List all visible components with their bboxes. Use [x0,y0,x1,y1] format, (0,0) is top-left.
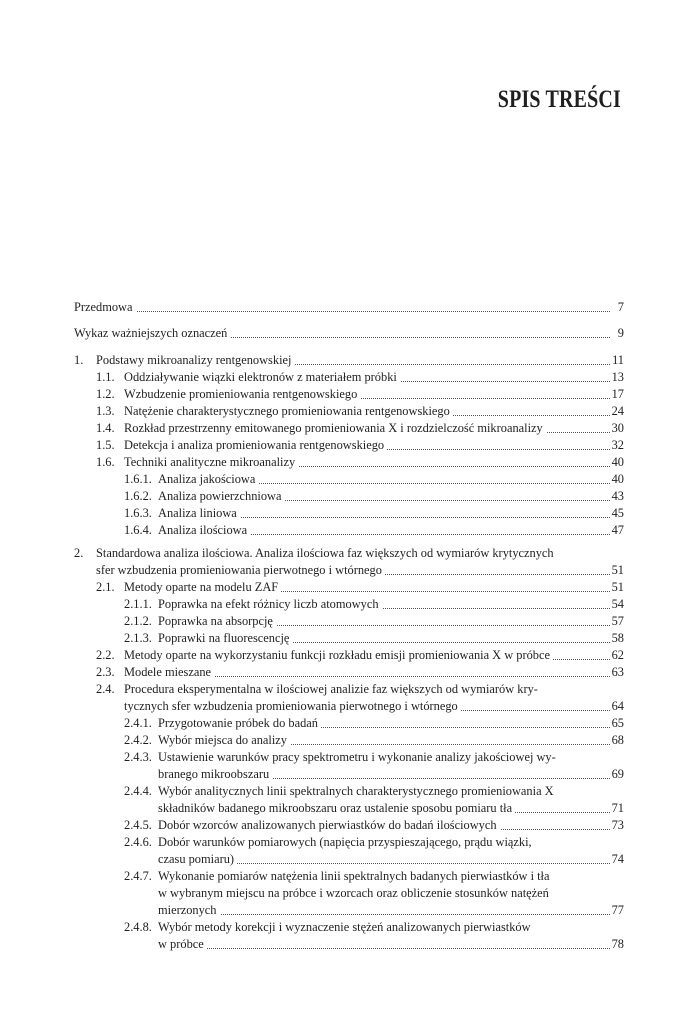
dot-leader [158,914,610,915]
toc-entry[interactable] [74,545,624,562]
toc-entry-title: Analiza powierzchniowa [158,488,285,505]
toc-entry-number: 2.2. [96,647,118,664]
toc-entry-title: Detekcja i analiza promieniowania rentgenowskiego [124,437,387,454]
toc-entry-title: czasu pomiaru) [158,851,237,868]
toc-entry-page: 43 [611,489,624,503]
toc-entry-number: 2.4. [96,681,118,698]
dot-leader [74,311,610,312]
toc-entry[interactable] [74,613,624,630]
toc-entry-title: Modele mieszane [124,664,214,681]
toc-entry[interactable] [74,732,624,749]
toc-entry-title: Wzbudzenie promieniowania rentgenowskiego [124,386,360,403]
toc-entry[interactable] [74,596,624,613]
toc-entry-title: Poprawka na absorpcję [158,613,276,630]
toc-entry[interactable] [74,681,624,698]
toc-entry-number: 1.3. [96,403,118,420]
toc-entry-number: 2. [74,545,86,562]
toc-entry[interactable] [74,579,624,596]
toc-entry[interactable] [74,715,624,732]
toc-entry-page: 40 [611,455,624,469]
toc-entry-title: Dobór wzorców analizowanych pierwiastków do badań ilościowych [158,817,500,834]
toc-entry-title: Techniki analityczne mikroanalizy [124,454,298,471]
toc-entry[interactable] [74,834,624,851]
toc-entry-number: 1.2. [96,386,118,403]
toc-entry-page: 30 [611,421,624,435]
toc-entry-number: 1.4. [96,420,118,437]
toc-entry-number: 1.5. [96,437,118,454]
toc-entry-number: 2.4.8. [124,919,155,936]
toc-entry-title: sfer wzbudzenia promieniowania pierwotnego i wtórnego [96,562,385,579]
toc-entry[interactable] [74,437,624,454]
toc-entry-title: Wykaz ważniejszych oznaczeń [74,325,230,342]
toc-entry-title: Poprawki na fluorescencję [158,630,292,647]
toc-entry-title: Rozkład przestrzenny emitowanego promieniowania X i rozdzielczość mikroanalizy [124,420,546,437]
toc-entry[interactable] [74,749,624,766]
toc-entry-title: mierzonych [158,902,220,919]
toc-entry[interactable] [74,817,624,834]
toc-entry-page: 73 [611,818,624,832]
toc-entry-page: 78 [611,937,624,951]
toc-entry-title: Wykonanie pomiarów natężenia linii spektralnych badanych pierwiastków i tła [158,868,553,885]
toc-entry-page: 24 [611,404,624,418]
toc-entry-number: 1.6.4. [124,522,155,539]
toc-entry-title: Podstawy mikroanalizy rentgenowskiej [96,352,294,369]
toc-entry-page: 7 [617,300,624,314]
toc-entry-number: 2.4.3. [124,749,155,766]
toc-entry[interactable] [74,919,624,936]
toc-entry-title: Ustawienie warunków pracy spektrometru i wykonanie analizy jakościowej wy- [158,749,559,766]
toc-entry-title: Standardowa analiza ilościowa. Analiza ilościowa faz większych od wymiarów krytycznych [96,545,557,562]
toc-entry-page: 64 [611,699,624,713]
toc-entry-page: 17 [611,387,624,401]
toc-entry-number: 2.4.2. [124,732,155,749]
toc-entry[interactable] [74,505,624,522]
toc-entry[interactable] [74,647,624,664]
toc-entry-page: 51 [611,580,624,594]
toc-entry-title: Przygotowanie próbek do badań [158,715,321,732]
toc-entry-page: 32 [611,438,624,452]
toc-entry[interactable] [74,885,624,902]
toc-entry-page: 13 [611,370,624,384]
toc-entry[interactable] [74,454,624,471]
toc-entry-page: 58 [611,631,624,645]
toc-entry[interactable] [74,766,624,783]
toc-entry-number: 2.1.3. [124,630,155,647]
toc-entry-page: 74 [611,852,624,866]
toc-entry[interactable] [74,783,624,800]
toc-entry-title: Wybór miejsca do analizy [158,732,290,749]
toc-entry[interactable] [74,562,624,579]
toc-entry-number: 2.3. [96,664,118,681]
toc-entry-number: 1.6.2. [124,488,155,505]
toc-entry[interactable] [74,488,624,505]
toc-entry[interactable] [74,902,624,919]
toc-entry-page: 63 [611,665,624,679]
toc-entry[interactable] [74,936,624,953]
toc-entry-title: Wybór metody korekcji i wyznaczenie stężeń analizowanych pierwiastków [158,919,534,936]
toc-entry-title: Analiza liniowa [158,505,240,522]
toc-entry-number: 2.4.6. [124,834,155,851]
toc-entry[interactable] [74,800,624,817]
toc-entry-title: Oddziaływanie wiązki elektronów z materiałem próbki [124,369,400,386]
toc-entry[interactable] [74,868,624,885]
toc-entry-number: 1.6. [96,454,118,471]
toc-entry[interactable] [74,522,624,539]
toc-entry-title: Natężenie charakterystycznego promieniowania rentgenowskiego [124,403,453,420]
toc-entry-page: 40 [611,472,624,486]
toc-entry-page: 45 [611,506,624,520]
toc-entry-number: 2.4.5. [124,817,155,834]
toc-entry-page: 71 [611,801,624,815]
page-title: SPIS TREŚCI [497,86,621,113]
toc-entry-number: 2.4.4. [124,783,155,800]
toc-entry-page: 11 [612,353,624,367]
toc-entry[interactable] [74,420,624,437]
toc-entry-title: Metody oparte na wykorzystaniu funkcji rozkładu emisji promieniowania X w próbce [124,647,553,664]
dot-leader [158,948,610,949]
toc-entry-number: 2.4.7. [124,868,155,885]
toc-entry-title: składników badanego mikroobszaru oraz ustalenie sposobu pomiaru tła [158,800,515,817]
toc-entry-page: 51 [611,563,624,577]
toc-entry-title: Wybór analitycznych linii spektralnych charakterystycznego promieniowania X [158,783,557,800]
toc-entry-number: 1.1. [96,369,118,386]
toc-entry-title: Analiza ilościowa [158,522,250,539]
toc-entry-number: 2.1.1. [124,596,155,613]
toc-entry[interactable] [74,325,624,342]
toc-entry-number: 1.6.3. [124,505,155,522]
toc-entry[interactable] [74,369,624,386]
toc-entry-number: 1. [74,352,86,369]
toc-entry[interactable] [74,698,624,715]
toc-entry-number: 2.1.2. [124,613,155,630]
toc-entry-page: 68 [611,733,624,747]
toc-entry-number: 2.1. [96,579,118,596]
toc-entry-number: 2.4.1. [124,715,155,732]
toc-entry-title: Dobór warunków pomiarowych (napięcia przyspieszającego, prądu wiązki, [158,834,535,851]
toc-entry-title: w próbce [158,936,207,953]
toc-entry-title: tycznych sfer wzbudzenia promieniowania pierwotnego i wtórnego [124,698,461,715]
toc-entry-number: 1.6.1. [124,471,155,488]
toc-entry[interactable] [74,664,624,681]
toc-entry[interactable] [74,386,624,403]
toc-entry-page: 77 [611,903,624,917]
toc-entry-title: w wybranym miejscu na próbce i wzorcach oraz obliczenie stosunków natężeń [158,885,552,902]
toc-entry-title: Procedura eksperymentalna w ilościowej analizie faz większych od wymiarów kry- [124,681,541,698]
toc-entry[interactable] [74,471,624,488]
toc-entry-page: 9 [617,326,624,340]
toc-entry-title: Analiza jakościowa [158,471,258,488]
toc-entry-title: Poprawka na efekt różnicy liczb atomowych [158,596,382,613]
toc-entry[interactable] [74,851,624,868]
toc-entry[interactable] [74,299,624,316]
toc-entry-title: Przedmowa [74,299,136,316]
toc-entry[interactable] [74,630,624,647]
toc-entry-title: branego mikroobszaru [158,766,272,783]
toc-entry-page: 57 [611,614,624,628]
toc-entry[interactable] [74,352,624,369]
toc-entry-page: 65 [611,716,624,730]
toc-entry-page: 62 [611,648,624,662]
toc-entry-page: 69 [611,767,624,781]
toc-entry[interactable] [74,403,624,420]
toc-entry-page: 54 [611,597,624,611]
toc-entry-title: Metody oparte na modelu ZAF [124,579,281,596]
toc-entry-page: 47 [611,523,624,537]
